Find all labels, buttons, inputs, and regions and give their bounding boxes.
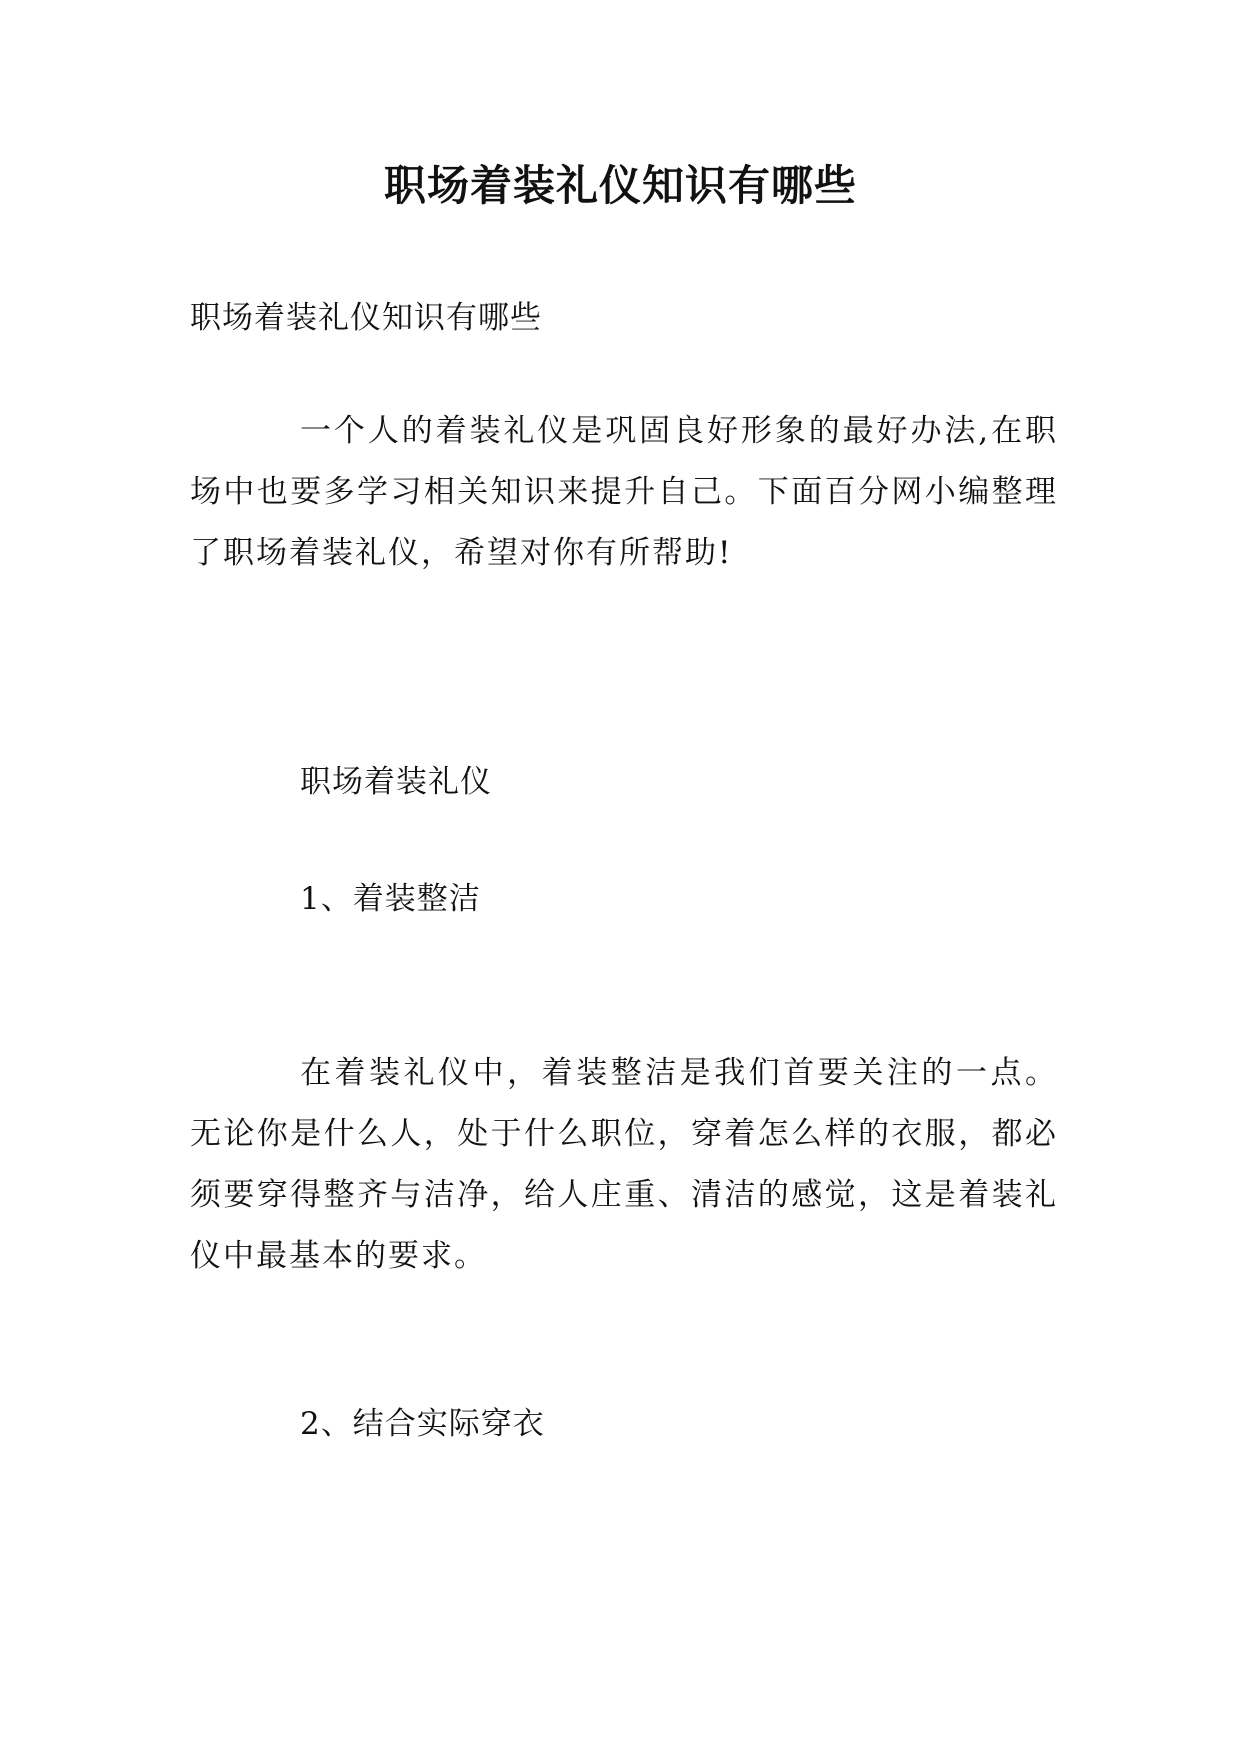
document-subtitle: 职场着装礼仪知识有哪些 bbox=[190, 300, 542, 336]
item-1-heading: 1、着装整洁 bbox=[300, 881, 481, 917]
item-2-heading: 2、结合实际穿衣 bbox=[300, 1406, 545, 1442]
intro-paragraph: 一个人的着装礼仪是巩固良好形象的最好办法,在职场中也要多学习相关知识来提升自己。下面百分网小编整理了职场着装礼仪，希望对你有所帮助! bbox=[190, 413, 1058, 571]
page-title: 职场着装礼仪知识有哪些 bbox=[383, 161, 857, 210]
item-1-paragraph: 在着装礼仪中，着装整洁是我们首要关注的一点。无论你是什么人，处于什么职位，穿着怎么样的衣服，都必须要穿得整齐与洁净，给人庄重、清洁的感觉，这是着装礼仪中最基本的要求。 bbox=[190, 1055, 1058, 1274]
section-heading: 职场着装礼仪 bbox=[300, 764, 492, 800]
